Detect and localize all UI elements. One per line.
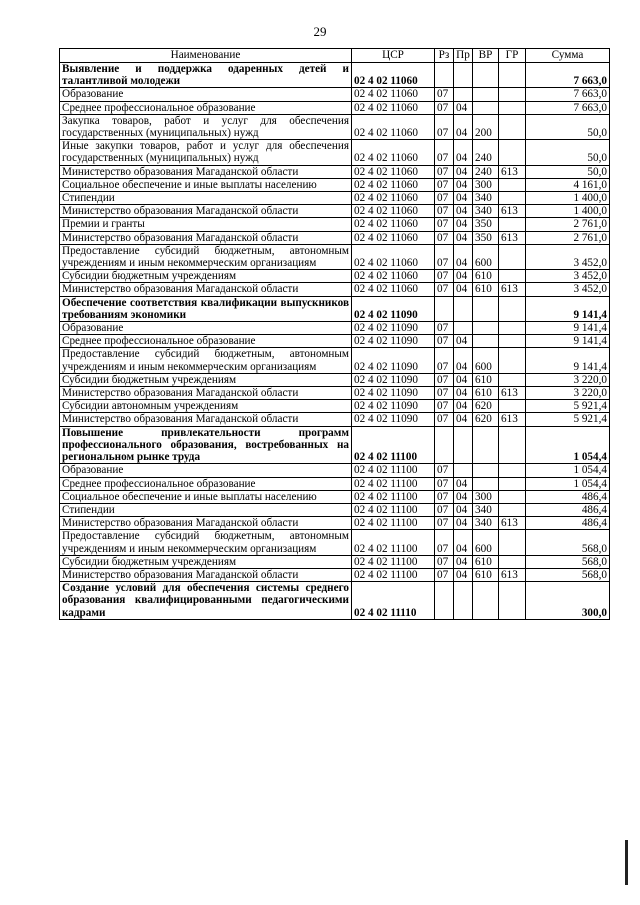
cell-pr: 04 [454,218,473,231]
cell-sum: 7 663,0 [526,88,610,101]
cell-vr: 600 [473,530,499,555]
cell-vr [473,296,499,321]
cell-name: Образование [60,464,352,477]
cell-name: Субсидии бюджетным учреждениям [60,373,352,386]
cell-pr: 04 [454,244,473,269]
table-row [60,244,610,269]
cell-sum: 2 761,0 [526,218,610,231]
cell-gr [499,464,526,477]
cell-code: 02 4 02 11090 [352,373,435,386]
cell-code: 02 4 02 11060 [352,140,435,165]
table-row [60,231,610,244]
cell-name: Министерство образования Магаданской области [60,165,352,178]
cell-name: Предоставление субсидий бюджетным, автономным учреждениям и иным некоммерческим организациям [60,530,352,555]
header-sum: Сумма [526,49,610,63]
cell-name: Закупка товаров, работ и услуг для обеспечения государственных (муниципальных) нужд [60,114,352,139]
cell-gr: 613 [499,413,526,426]
cell-gr [499,140,526,165]
cell-pr: 04 [454,348,473,373]
cell-vr: 300 [473,490,499,503]
table-row [60,178,610,191]
cell-gr: 613 [499,165,526,178]
cell-sum: 1 054,4 [526,464,610,477]
cell-pr: 04 [454,205,473,218]
cell-name: Образование [60,322,352,335]
cell-code: 02 4 02 11060 [352,165,435,178]
cell-rz: 07 [435,192,454,205]
cell-vr [473,477,499,490]
cell-name: Субсидии бюджетным учреждениям [60,555,352,568]
cell-pr [454,464,473,477]
cell-vr: 610 [473,568,499,581]
cell-name: Иные закупки товаров, работ и услуг для обеспечения государственных (муниципальных) нужд [60,140,352,165]
cell-vr [473,582,499,620]
cell-vr: 340 [473,517,499,530]
table-row [60,283,610,296]
cell-sum: 7 663,0 [526,101,610,114]
cell-rz: 07 [435,503,454,516]
header-code: ЦСР [352,49,435,63]
cell-gr: 613 [499,387,526,400]
cell-pr: 04 [454,413,473,426]
table-row [60,400,610,413]
cell-sum: 3 220,0 [526,387,610,400]
cell-pr: 04 [454,270,473,283]
cell-code: 02 4 02 11090 [352,335,435,348]
cell-code: 02 4 02 11090 [352,387,435,400]
cell-pr: 04 [454,568,473,581]
table-row [60,477,610,490]
cell-name: Министерство образования Магаданской области [60,283,352,296]
cell-rz: 07 [435,114,454,139]
cell-rz: 07 [435,477,454,490]
cell-sum: 7 663,0 [526,63,610,88]
cell-name: Повышение привлекательности программ профессионального образования, востребованных на региональном рынке труда [60,426,352,464]
table-row [60,205,610,218]
cell-pr: 04 [454,165,473,178]
cell-pr: 04 [454,178,473,191]
cell-pr: 04 [454,477,473,490]
cell-gr [499,114,526,139]
cell-rz: 07 [435,555,454,568]
cell-pr: 04 [454,555,473,568]
cell-code: 02 4 02 11090 [352,400,435,413]
table-row [60,348,610,373]
cell-code: 02 4 02 11100 [352,555,435,568]
cell-name: Министерство образования Магаданской области [60,568,352,581]
table-row [60,270,610,283]
cell-code: 02 4 02 11060 [352,244,435,269]
cell-gr [499,348,526,373]
cell-vr [473,322,499,335]
cell-gr: 613 [499,283,526,296]
cell-rz: 07 [435,244,454,269]
cell-code: 02 4 02 11090 [352,322,435,335]
cell-name: Среднее профессиональное образование [60,101,352,114]
cell-rz: 07 [435,373,454,386]
cell-vr [473,88,499,101]
cell-rz: 07 [435,165,454,178]
cell-sum: 3 452,0 [526,270,610,283]
cell-vr [473,63,499,88]
cell-sum: 50,0 [526,165,610,178]
cell-rz: 07 [435,140,454,165]
budget-table [59,48,610,620]
cell-name: Министерство образования Магаданской области [60,205,352,218]
cell-rz: 07 [435,178,454,191]
table-row [60,426,610,464]
cell-gr [499,582,526,620]
cell-sum: 9 141,4 [526,335,610,348]
cell-rz: 07 [435,348,454,373]
table-row [60,165,610,178]
cell-pr: 04 [454,400,473,413]
table-row [60,582,610,620]
cell-rz: 07 [435,101,454,114]
table-row [60,387,610,400]
cell-pr: 04 [454,283,473,296]
cell-code: 02 4 02 11060 [352,218,435,231]
cell-code: 02 4 02 11100 [352,530,435,555]
cell-code: 02 4 02 11090 [352,348,435,373]
header-pr: Пр [454,49,473,63]
cell-vr: 600 [473,244,499,269]
cell-code: 02 4 02 11060 [352,101,435,114]
cell-vr [473,464,499,477]
cell-rz: 07 [435,205,454,218]
cell-gr [499,270,526,283]
cell-pr [454,322,473,335]
cell-name: Социальное обеспечение и иные выплаты населению [60,178,352,191]
cell-pr: 04 [454,517,473,530]
cell-pr: 04 [454,140,473,165]
cell-vr: 610 [473,555,499,568]
cell-code: 02 4 02 11100 [352,490,435,503]
cell-rz: 07 [435,270,454,283]
cell-rz: 07 [435,490,454,503]
table-row [60,63,610,88]
cell-rz [435,296,454,321]
header-gr: ГР [499,49,526,63]
cell-sum: 3 220,0 [526,373,610,386]
cell-gr [499,322,526,335]
cell-code: 02 4 02 11060 [352,178,435,191]
cell-rz: 07 [435,283,454,296]
cell-sum: 300,0 [526,582,610,620]
cell-code: 02 4 02 11060 [352,270,435,283]
cell-name: Образование [60,88,352,101]
cell-sum: 1 400,0 [526,192,610,205]
cell-gr: 613 [499,517,526,530]
cell-name: Министерство образования Магаданской области [60,387,352,400]
cell-name: Предоставление субсидий бюджетным, автономным учреждениям и иным некоммерческим организациям [60,348,352,373]
table-row [60,373,610,386]
cell-name: Министерство образования Магаданской области [60,517,352,530]
cell-code: 02 4 02 11060 [352,63,435,88]
cell-sum: 50,0 [526,140,610,165]
cell-gr [499,477,526,490]
table-row [60,464,610,477]
cell-vr [473,426,499,464]
table-row [60,296,610,321]
table-header-row [60,49,610,63]
cell-code: 02 4 02 11100 [352,464,435,477]
cell-gr: 613 [499,568,526,581]
cell-gr [499,555,526,568]
cell-gr [499,426,526,464]
cell-vr: 240 [473,165,499,178]
cell-gr [499,335,526,348]
table-row [60,140,610,165]
cell-sum: 486,4 [526,517,610,530]
cell-vr: 610 [473,270,499,283]
cell-rz [435,582,454,620]
header-name: Наименование [60,49,352,63]
cell-sum: 1 054,4 [526,426,610,464]
cell-pr [454,88,473,101]
cell-sum: 1 054,4 [526,477,610,490]
cell-code: 02 4 02 11090 [352,413,435,426]
table-row [60,88,610,101]
cell-pr: 04 [454,530,473,555]
cell-rz: 07 [435,530,454,555]
cell-pr: 04 [454,231,473,244]
cell-sum: 568,0 [526,568,610,581]
cell-name: Субсидии бюджетным учреждениям [60,270,352,283]
cell-rz: 07 [435,400,454,413]
table-row [60,322,610,335]
cell-rz [435,426,454,464]
cell-gr [499,490,526,503]
table-row [60,517,610,530]
cell-vr: 620 [473,400,499,413]
header-rz: Рз [435,49,454,63]
cell-name: Стипендии [60,503,352,516]
cell-gr [499,503,526,516]
cell-rz [435,63,454,88]
cell-pr: 04 [454,114,473,139]
table-body [60,63,610,620]
cell-code: 02 4 02 11100 [352,517,435,530]
cell-vr: 340 [473,503,499,516]
cell-pr: 04 [454,503,473,516]
table-row [60,192,610,205]
cell-vr [473,101,499,114]
cell-code: 02 4 02 11060 [352,205,435,218]
cell-gr [499,192,526,205]
cell-vr: 340 [473,192,499,205]
cell-pr: 04 [454,101,473,114]
cell-gr [499,296,526,321]
cell-sum: 4 161,0 [526,178,610,191]
cell-gr: 613 [499,231,526,244]
cell-sum: 486,4 [526,503,610,516]
cell-vr: 610 [473,283,499,296]
page-number: 29 [313,24,327,39]
cell-name: Социальное обеспечение и иные выплаты населению [60,490,352,503]
cell-code: 02 4 02 11060 [352,231,435,244]
cell-gr [499,63,526,88]
cell-name: Министерство образования Магаданской области [60,231,352,244]
cell-gr [499,400,526,413]
cell-name: Министерство образования Магаданской области [60,413,352,426]
cell-code: 02 4 02 11090 [352,296,435,321]
cell-vr: 240 [473,140,499,165]
cell-code: 02 4 02 11100 [352,503,435,516]
cell-pr [454,296,473,321]
cell-sum: 568,0 [526,530,610,555]
cell-pr: 04 [454,335,473,348]
cell-sum: 486,4 [526,490,610,503]
cell-pr [454,582,473,620]
cell-rz: 07 [435,568,454,581]
cell-rz: 07 [435,322,454,335]
cell-code: 02 4 02 11060 [352,192,435,205]
table-row [60,490,610,503]
cell-vr: 610 [473,373,499,386]
cell-gr: 613 [499,205,526,218]
table-row [60,555,610,568]
table-row [60,568,610,581]
cell-name: Создание условий для обеспечения системы среднего образования квалифицированными педагогическими кадрами [60,582,352,620]
cell-code: 02 4 02 11110 [352,582,435,620]
cell-vr: 610 [473,387,499,400]
scan-edge-mark [625,840,628,885]
table-row [60,114,610,139]
cell-pr: 04 [454,192,473,205]
cell-rz: 07 [435,517,454,530]
cell-vr: 620 [473,413,499,426]
cell-vr: 350 [473,231,499,244]
cell-vr: 340 [473,205,499,218]
cell-vr: 350 [473,218,499,231]
cell-gr [499,88,526,101]
cell-rz: 07 [435,464,454,477]
cell-rz: 07 [435,231,454,244]
table-row [60,530,610,555]
cell-sum: 1 400,0 [526,205,610,218]
table-row [60,101,610,114]
cell-sum: 5 921,4 [526,413,610,426]
cell-vr: 200 [473,114,499,139]
cell-gr [499,530,526,555]
cell-pr: 04 [454,387,473,400]
cell-name: Предоставление субсидий бюджетным, автономным учреждениям и иным некоммерческим организациям [60,244,352,269]
cell-sum: 568,0 [526,555,610,568]
cell-code: 02 4 02 11100 [352,426,435,464]
cell-gr [499,101,526,114]
cell-code: 02 4 02 11060 [352,283,435,296]
table-row [60,413,610,426]
cell-vr [473,335,499,348]
table-row [60,218,610,231]
cell-gr [499,244,526,269]
cell-pr [454,63,473,88]
cell-name: Выявление и поддержка одаренных детей и талантливой молодежи [60,63,352,88]
header-vr: ВР [473,49,499,63]
table-row [60,503,610,516]
cell-gr [499,218,526,231]
cell-rz: 07 [435,88,454,101]
cell-gr [499,373,526,386]
cell-rz: 07 [435,335,454,348]
cell-sum: 9 141,4 [526,296,610,321]
cell-name: Стипендии [60,192,352,205]
cell-name: Обеспечение соответствия квалификации выпускников требованиям экономики [60,296,352,321]
cell-name: Субсидии автономным учреждениям [60,400,352,413]
cell-rz: 07 [435,387,454,400]
cell-rz: 07 [435,218,454,231]
cell-sum: 3 452,0 [526,283,610,296]
cell-code: 02 4 02 11100 [352,568,435,581]
cell-name: Среднее профессиональное образование [60,335,352,348]
cell-sum: 3 452,0 [526,244,610,269]
cell-name: Премии и гранты [60,218,352,231]
cell-sum: 9 141,4 [526,348,610,373]
cell-sum: 2 761,0 [526,231,610,244]
cell-code: 02 4 02 11060 [352,114,435,139]
cell-vr: 600 [473,348,499,373]
cell-vr: 300 [473,178,499,191]
cell-pr: 04 [454,490,473,503]
table-row [60,335,610,348]
cell-name: Среднее профессиональное образование [60,477,352,490]
cell-code: 02 4 02 11060 [352,88,435,101]
cell-pr: 04 [454,373,473,386]
cell-gr [499,178,526,191]
cell-sum: 50,0 [526,114,610,139]
cell-rz: 07 [435,413,454,426]
cell-sum: 9 141,4 [526,322,610,335]
cell-sum: 5 921,4 [526,400,610,413]
cell-pr [454,426,473,464]
cell-code: 02 4 02 11100 [352,477,435,490]
